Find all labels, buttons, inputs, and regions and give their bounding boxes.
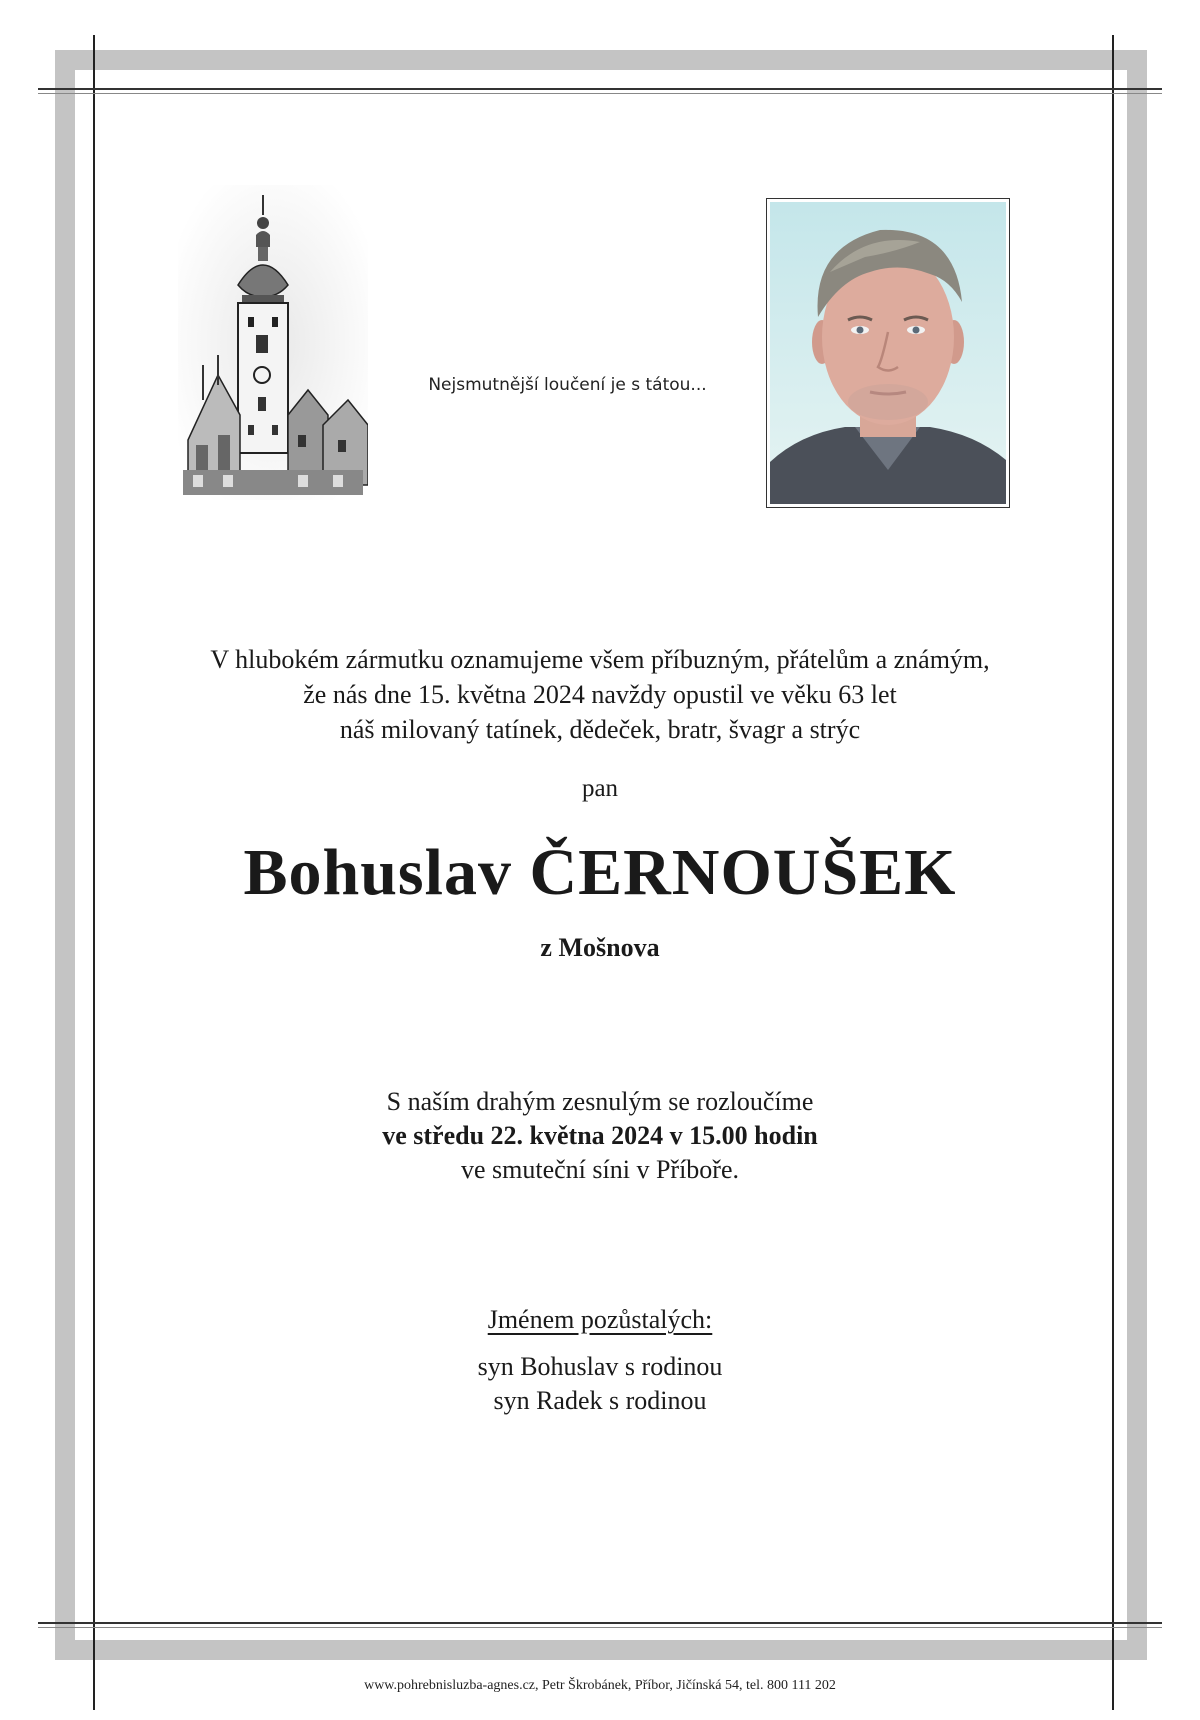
farewell-venue: ve smuteční síni v Příboře. [460, 1155, 739, 1184]
salutation: pan [581, 775, 619, 802]
announcement-line-2: že nás dne 15. května 2024 navždy opustil ve věku 63 let [303, 680, 897, 709]
motto-text: Nejsmutnější loučení je s tátou... [428, 375, 707, 395]
farewell-date-time: ve středu 22. května 2024 v 15.00 hodin [382, 1121, 818, 1150]
bottom-horizontal-rule-thin [38, 1627, 1162, 1628]
left-vertical-rule [93, 35, 95, 1710]
mourner-item: syn Radek s rodinou [493, 1386, 707, 1415]
mourner-item: syn Bohuslav s rodinou [477, 1352, 723, 1381]
farewell-details [100, 1085, 1100, 1187]
death-announcement [100, 642, 1100, 747]
announcement-line-3: náš milovaný tatínek, dědeček, bratr, švagr a strýc [339, 715, 861, 744]
deceased-name: Bohuslav ČERNOUŠEK [243, 836, 957, 909]
portrait-photo-frame [766, 198, 1010, 508]
portrait-photo [770, 202, 1006, 504]
mourners-heading: Jménem pozůstalých: [487, 1305, 713, 1334]
announcement-line-1: V hlubokém zármutku oznamujeme všem příbuzným, přátelům a známým, [210, 645, 990, 674]
top-horizontal-rule-thin [38, 93, 1162, 94]
bottom-horizontal-rule [38, 1622, 1162, 1624]
top-horizontal-rule [38, 88, 1162, 90]
mourners-list [100, 1350, 1100, 1418]
deceased-origin: z Mošnova [540, 933, 660, 962]
right-vertical-rule [1112, 35, 1114, 1710]
farewell-line-1: S naším drahým zesnulým se rozloučíme [386, 1087, 814, 1116]
church-tower-illustration [178, 185, 368, 500]
funeral-service-footer: www.pohrebnisluzba-agnes.cz, Petr Škrobánek, Příbor, Jičínská 54, tel. 800 111 202 [364, 1678, 836, 1693]
